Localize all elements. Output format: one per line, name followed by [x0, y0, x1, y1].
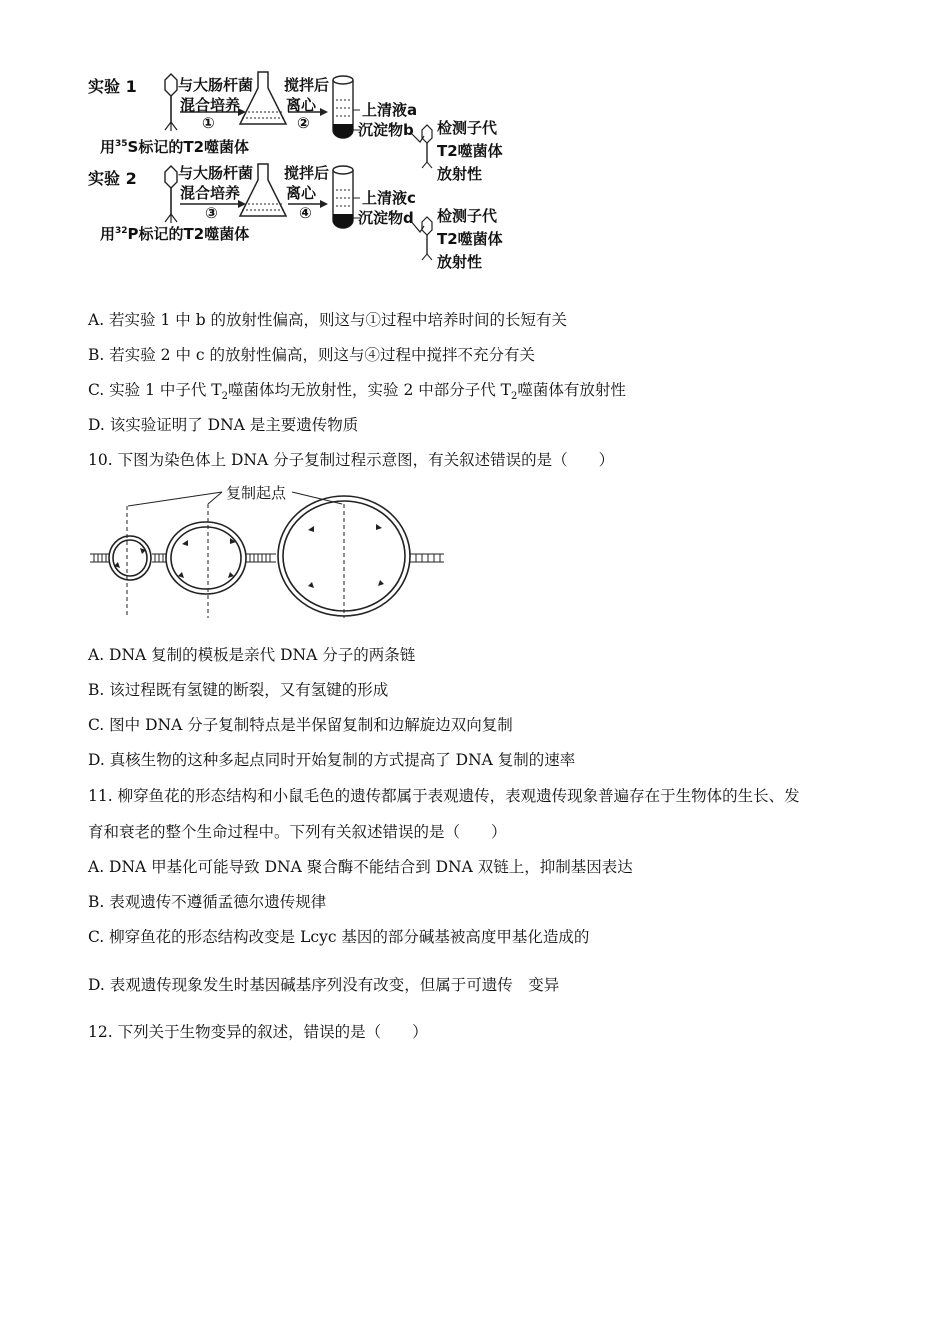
- detect-label-1: 检测子代: [437, 207, 498, 225]
- culture-label: 混合培养: [180, 96, 241, 114]
- dna-replication-drawing: [80, 478, 460, 628]
- step-4-label: ④: [299, 204, 312, 222]
- step-2-label: ②: [297, 114, 310, 132]
- supernatant-a-label: 上清液a: [362, 101, 418, 119]
- q11-option-a: A. DNA 甲基化可能导致 DNA 聚合酶不能结合到 DNA 双链上，抑制基因表达: [88, 858, 633, 876]
- detect-label-3: 放射性: [437, 253, 483, 271]
- q10-option-a: A. DNA 复制的模板是亲代 DNA 分子的两条链: [88, 646, 416, 664]
- q10-stem: 10. 下图为染色体上 DNA 分子复制过程示意图，有关叙述错误的是（ ）: [88, 451, 615, 469]
- arrow-head-icon: [320, 108, 328, 116]
- experiment-1-title: 实验 1: [88, 77, 137, 96]
- arrow-head-icon: [320, 200, 328, 208]
- phage-icon: [165, 166, 177, 223]
- culture-label: 混合培养: [180, 184, 241, 202]
- q9-option-d: D. 该实验证明了 DNA 是主要遗传物质: [88, 416, 359, 434]
- label-32p-phage: 用$^{32}$P标记的T2噬菌体: [100, 225, 250, 243]
- q11-option-c: C. 柳穿鱼花的形态结构改变是 Lcyc 基因的部分碱基被高度甲基化造成的: [88, 928, 590, 946]
- centrifuge-tube-icon: [333, 166, 360, 228]
- q11-stem-line-1: 11. 柳穿鱼花的形态结构和小鼠毛色的遗传都属于表观遗传，表观遗传现象普遍存在于生物体的生长、发: [88, 787, 800, 805]
- supernatant-c-label: 上清液c: [362, 189, 416, 207]
- phage-icon: [422, 217, 432, 260]
- stir-label: 搅拌后: [284, 164, 330, 182]
- phage-icon: [422, 125, 432, 168]
- label-35s-phage: 用$^{35}$S标记的T2噬菌体: [100, 138, 250, 156]
- phage-icon: [165, 74, 177, 131]
- q11-option-d: D. 表观遗传现象发生时基因碱基序列没有改变，但属于可遗传 变异: [88, 976, 560, 994]
- q9-option-b: B. 若实验 2 中 c 的放射性偏高，则这与④过程中搅拌不充分有关: [88, 346, 535, 364]
- experiment-2-title: 实验 2: [88, 169, 137, 188]
- mix-label: 与大肠杆菌: [178, 164, 254, 182]
- q10-option-d: D. 真核生物的这种多起点同时开始复制的方式提高了 DNA 复制的速率: [88, 751, 576, 769]
- q9-option-c: C. 实验 1 中子代 $T_2$噬菌体均无放射性，实验 2 中部分子代 $T_2$噬菌体有放射性: [88, 381, 626, 403]
- sediment-d-label: 沉淀物d: [358, 209, 414, 227]
- detect-label-3: 放射性: [437, 165, 483, 183]
- q12-stem: 12. 下列关于生物变异的叙述，错误的是（ ）: [88, 1023, 428, 1041]
- sediment-b-label: 沉淀物b: [358, 121, 414, 139]
- mix-label: 与大肠杆菌: [178, 76, 254, 94]
- centrifuge-label: 离心: [286, 184, 317, 202]
- detect-label-2: T2噬菌体: [437, 230, 503, 248]
- detect-label-2: T2噬菌体: [437, 142, 503, 160]
- q10-option-c: C. 图中 DNA 分子复制特点是半保留复制和边解旋边双向复制: [88, 716, 513, 734]
- step-3-label: ③: [205, 204, 218, 222]
- centrifuge-label: 离心: [286, 96, 317, 114]
- centrifuge-tube-icon: [333, 76, 360, 138]
- replication-origin-label: 复制起点: [226, 484, 287, 502]
- detect-label-1: 检测子代: [437, 119, 498, 137]
- q11-option-b: B. 表观遗传不遵循孟德尔遗传规律: [88, 893, 327, 911]
- q10-option-b: B. 该过程既有氢键的断裂，又有氢键的形成: [88, 681, 389, 699]
- stir-label: 搅拌后: [284, 76, 330, 94]
- step-1-label: ①: [202, 114, 215, 132]
- q11-stem-line-2: 育和衰老的整个生命过程中。下列有关叙述错误的是（ ）: [88, 823, 507, 841]
- q9-option-a: A. 若实验 1 中 b 的放射性偏高，则这与①过程中培养时间的长短有关: [88, 311, 568, 329]
